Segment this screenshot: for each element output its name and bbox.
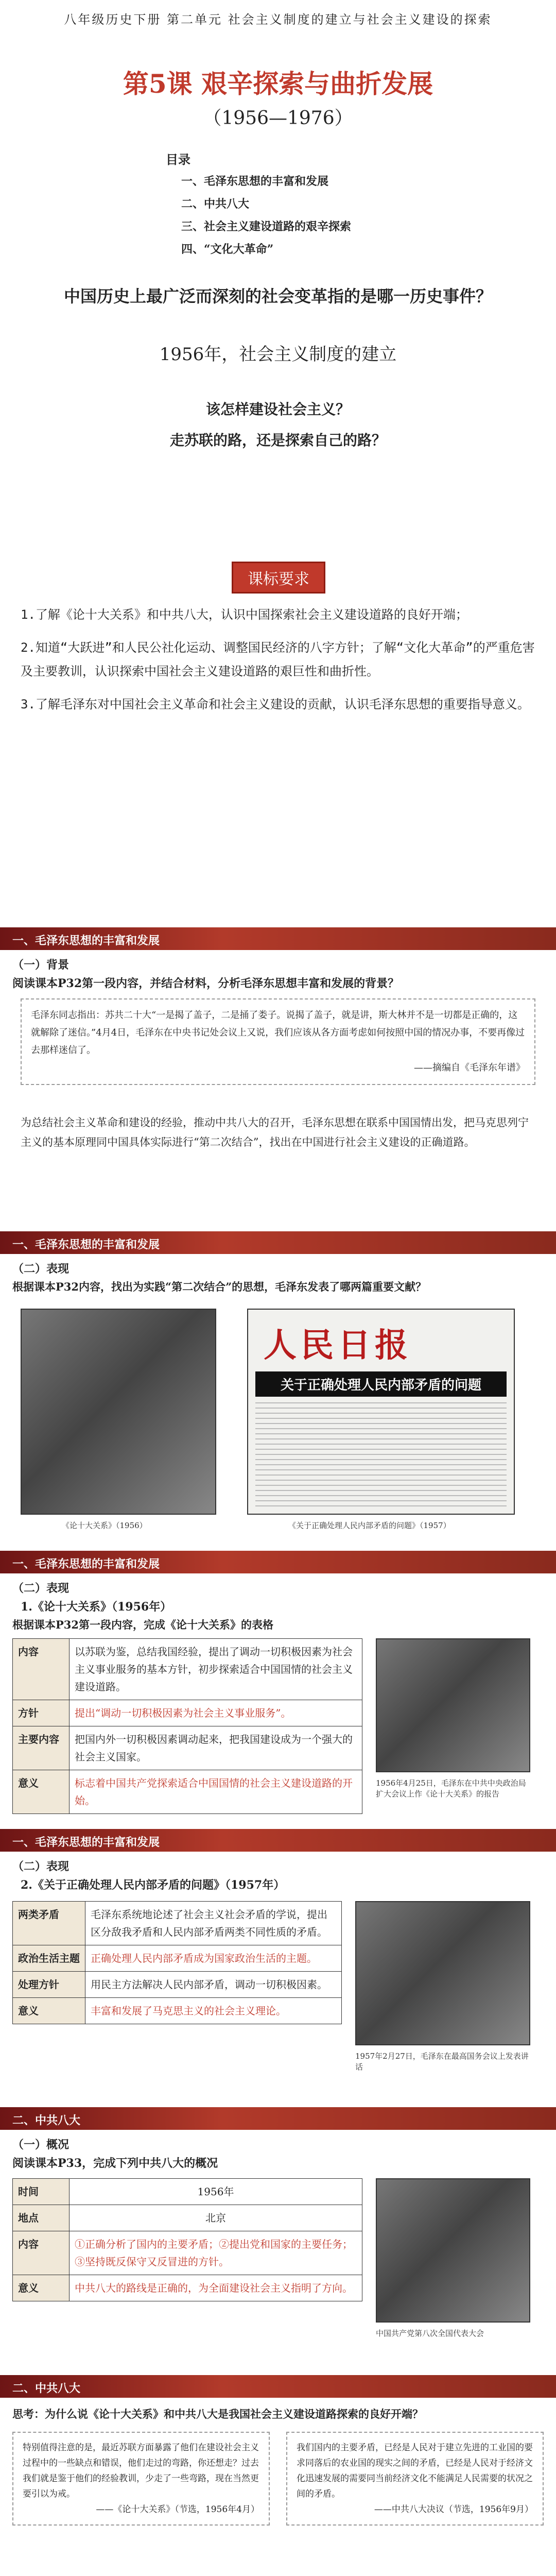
row-header: 处理方针: [13, 1972, 85, 1998]
meeting-photo: [376, 1638, 530, 1772]
row-cell: 提出“调动一切积极因素为社会主义事业服务”。: [70, 1700, 362, 1726]
section-sub: （一）背景: [12, 958, 70, 972]
quote-source: ——中共八大决议（节选，1956年9月）: [374, 2504, 533, 2515]
intro-q3: 走苏联的路，还是探索自己的路？: [169, 432, 386, 449]
curriculum-badge: 课标要求: [232, 562, 325, 594]
newspaper-image: [247, 1309, 515, 1515]
intro-question: 中国历史上最广泛而深刻的社会变革指的是哪一历史事件？: [63, 286, 492, 306]
table-row: [13, 2275, 362, 2301]
row-header: 方针: [13, 1700, 70, 1726]
slide-ten-relations: [0, 1551, 556, 1819]
table-row: [13, 2205, 362, 2231]
lesson-title: 第5课 艰辛探索与曲折发展: [123, 69, 433, 99]
table-row: [13, 1700, 362, 1726]
task-prompt: 根据课本P32内容，找出为实践“第二次结合”的思想，毛泽东发表了哪两篇重要文献？: [12, 1280, 427, 1293]
row-header: 意义: [13, 1998, 85, 2024]
table-row: [13, 1726, 362, 1770]
quote-source: ——摘编自《毛泽东年谱》: [414, 1062, 525, 1073]
quote-left: [12, 2432, 270, 2526]
caption: 《论十大关系》（1956）: [62, 1521, 147, 1530]
row-header: 内容: [13, 2231, 70, 2275]
section-bar: 一、毛泽东思想的丰富和发展: [0, 1551, 556, 1573]
quote-right: [286, 2432, 544, 2526]
slide-eighth-congress: [0, 2107, 556, 2365]
row-cell: ①正确分析了国内的主要矛盾；②提出党和国家的主要任务；③坚持既反保守又反冒进的方针。: [70, 2231, 362, 2275]
course-header: 八年级历史下册 第二单元 社会主义制度的建立与社会主义建设的探索: [64, 12, 492, 27]
speech-photo: [355, 1901, 530, 2045]
row-cell: 标志着中国共产党探索适合中国国情的社会主义建设道路的开始。: [70, 1770, 362, 1814]
row-header: 主要内容: [13, 1726, 70, 1770]
intro-answer: 1956年，社会主义制度的建立: [159, 344, 397, 365]
quote-text: 我们国内的主要矛盾，已经是人民对于建立先进的工业国的要求同落后的农业国的现实之间的矛盾，已经是人民对于经济文化迅速发展的需要同当前经济文化不能满足人民需要的状况之间的矛盾。: [297, 2443, 533, 2499]
task-prompt: 阅读课本P32第一段内容，并结合材料，分析毛泽东思想丰富和发展的背景？: [12, 977, 399, 990]
caption: 中国共产党第八次全国代表大会: [376, 2329, 484, 2338]
row-header: 内容: [13, 1639, 70, 1700]
toc-item[interactable]: 一、毛泽东思想的丰富和发展: [181, 175, 329, 188]
slide-curriculum: [0, 556, 556, 845]
section-bar: 一、毛泽东思想的丰富和发展: [0, 927, 556, 950]
row-header: 两类矛盾: [13, 1902, 85, 1945]
task-prompt: 根据课本P32第一段内容，完成《论十大关系》的表格: [12, 1618, 274, 1631]
caption: 1956年4月25日，毛泽东在中共中央政治局扩大会议上作《论十大关系》的报告: [376, 1778, 526, 1799]
toc-item[interactable]: 二、中共八大: [181, 197, 250, 211]
slide-title: [0, 0, 556, 258]
mao-photo: [21, 1309, 216, 1515]
row-header: 政治生活主题: [13, 1945, 85, 1972]
quote-text: 特别值得注意的是，最近苏联方面暴露了他们在建设社会主义过程中的一些缺点和错误，他们走过的弯路，你还想走？过去我们就是鉴于他们的经验教训，少走了一些弯路，现在当然更要引以为戒。: [23, 2443, 259, 2499]
row-cell: 以苏联为鉴，总结我国经验，提出了调动一切积极因素为社会主义事业服务的基本方针，初步探索适合中国国情的社会主义建设道路。: [70, 1639, 362, 1700]
section-bar: 二、中共八大: [0, 2107, 556, 2130]
toc-item[interactable]: 四、“文化大革命”: [181, 243, 274, 256]
slide-good-start: [0, 2375, 556, 2576]
row-cell: 中共八大的路线是正确的，为全面建设社会主义指明了方向。: [70, 2275, 362, 2301]
newspaper-masthead: 人民日报: [264, 1326, 412, 1365]
row-cell: 毛泽东系统地论述了社会主义社会矛盾的学说，提出区分敌我矛盾和人民内部矛盾两类不同性质的矛盾。: [85, 1902, 342, 1945]
background-paragraph: 为总结社会主义革命和建设的经验，推动中共八大的召开，毛泽东思想在联系中国国情出发，把马克思列宁主义的基本原理同中国具体实际进行“第二次结合”，找出在中国进行社会主义建设的正确道路。: [21, 1116, 529, 1148]
section-sub: （二）表现: [12, 1860, 70, 1873]
toc-list: [181, 170, 351, 258]
row-cell: 把国内外一切积极因素调动起来，把我国建设成为一个强大的社会主义国家。: [70, 1726, 362, 1770]
req-item: 1.了解《论十大关系》和中共八大，认识中国探索社会主义建设道路的良好开端；: [21, 607, 468, 622]
quote-box: [21, 998, 535, 1085]
table-row: [13, 1639, 362, 1700]
curriculum-reqs: [21, 603, 535, 716]
slide-mao-background: [0, 927, 556, 1216]
lesson-years: （1956—1976）: [203, 108, 353, 129]
req-item: 2.知道“大跃进”和人民公社化运动、调整国民经济的八字方针；了解“文化大革命”的严重危害及主要教训，认识探索中国社会主义建设道路的艰巨性和曲折性。: [21, 640, 535, 679]
slide-contradictions: [0, 1829, 556, 2097]
task-prompt: 阅读课本P33，完成下列中共八大的概况: [12, 2157, 218, 2170]
row-header: 意义: [13, 2275, 70, 2301]
toc-item[interactable]: 三、社会主义建设道路的艰辛探索: [181, 220, 352, 233]
quote-text: 毛泽东同志指出：苏共二十大“一是揭了盖子，二是捅了娄子。说揭了盖子，就是讲，斯大林并不是一切都是正确的，这就解除了迷信。”4月4日，毛泽东在中央书记处会议上又说，我们应该从各方面考虑如何按照中国的情况办事，不要再像过去那样迷信了。: [31, 1010, 525, 1056]
table-row: [13, 1972, 342, 1998]
table-row: [13, 1770, 362, 1814]
table-row: [13, 1945, 342, 1972]
intro-q2: 该怎样建设社会主义？: [205, 401, 350, 418]
newspaper-headline: 关于正确处理人民内部矛盾的问题: [255, 1371, 507, 1397]
quote-source: ——《论十大关系》（节选，1956年4月）: [96, 2504, 259, 2515]
table-row: [13, 2179, 362, 2205]
row-header: 时间: [13, 2179, 70, 2205]
row-cell: 北京: [70, 2205, 362, 2231]
congress-table: [12, 2178, 362, 2301]
row-cell: 丰富和发展了马克思主义的社会主义理论。: [85, 1998, 342, 2024]
item-heading: 1.《论十大关系》（1956年）: [21, 1600, 172, 1614]
caption: 《关于正确处理人民内部矛盾的问题》（1957）: [288, 1521, 451, 1530]
table-row: [13, 2231, 362, 2275]
section-sub: （一）概况: [12, 2138, 70, 2151]
section-bar: 二、中共八大: [0, 2375, 556, 2398]
section-sub: （二）表现: [12, 1262, 70, 1276]
slide-two-works: [0, 1231, 556, 1540]
slide-intro-question: [0, 263, 556, 520]
row-header: 意义: [13, 1770, 70, 1814]
section-sub: （二）表现: [12, 1582, 70, 1595]
caption: 1957年2月27日，毛泽东在最高国务会议上发表讲话: [355, 2052, 529, 2072]
ten-relations-table: [12, 1638, 362, 1814]
congress-photo: [376, 2178, 530, 2323]
table-row: [13, 1998, 342, 2024]
contradictions-table: [12, 1901, 342, 2024]
row-cell: 正确处理人民内部矛盾成为国家政治生活的主题。: [85, 1945, 342, 1972]
section-bar: 一、毛泽东思想的丰富和发展: [0, 1231, 556, 1254]
toc-title: 目录: [166, 152, 190, 167]
table-row: [13, 1902, 342, 1945]
section-bar: 一、毛泽东思想的丰富和发展: [0, 1829, 556, 1852]
thinking-question: 思考：为什么说《论十大关系》和中共八大是我国社会主义建设道路探索的良好开端？: [12, 2408, 423, 2420]
req-item: 3.了解毛泽东对中国社会主义革命和社会主义建设的贡献，认识毛泽东思想的重要指导意义。: [21, 697, 530, 711]
row-cell: 1956年: [70, 2179, 362, 2205]
item-heading: 2.《关于正确处理人民内部矛盾的问题》（1957年）: [21, 1878, 285, 1892]
row-header: 地点: [13, 2205, 70, 2231]
newspaper-columns: [255, 1402, 507, 1506]
row-cell: 用民主方法解决人民内部矛盾，调动一切积极因素。: [85, 1972, 342, 1998]
